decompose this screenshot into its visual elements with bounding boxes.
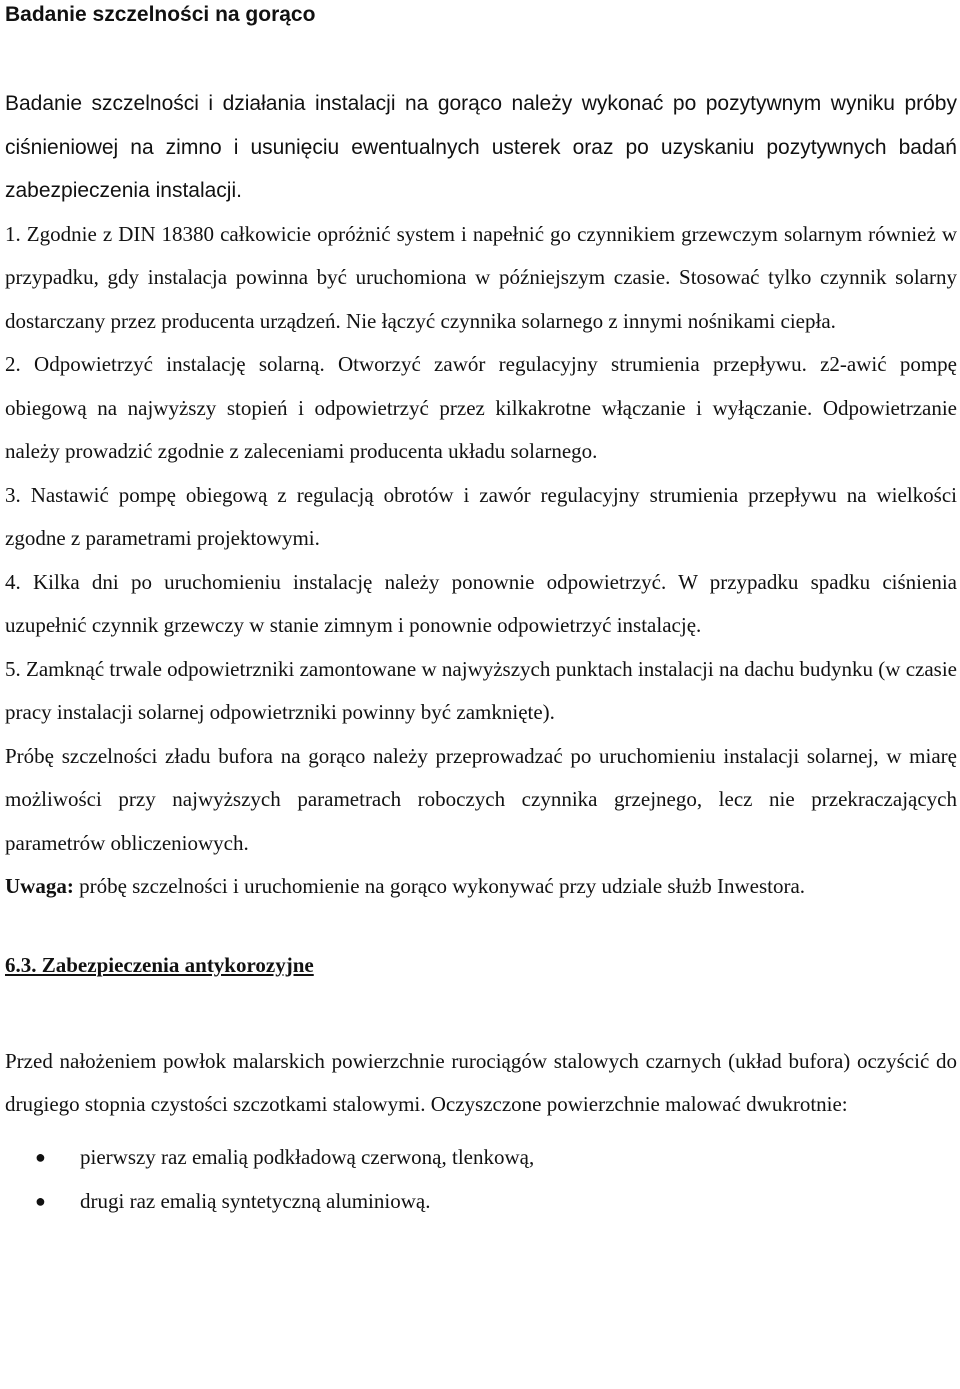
step-4: 4. Kilka dni po uruchomieniu instalację należy ponownie odpowietrzyć. W przypadku spadku ciśnienia uzupełnić czynnik grzewczy w stanie zimnym i ponownie odpowietrzyć instalację.	[5, 569, 957, 637]
bullet-icon: ●	[35, 1190, 46, 1211]
corrosion-paragraph: Przed nałożeniem powłok malarskich powierzchnie rurociągów stalowych czarnych (układ bufora) oczyścić do drugiego stopnia czystości szczotkami stalowymi. Oczyszczone powierzchnie malować dwukrotnie:	[5, 1048, 957, 1116]
note-paragraph	[5, 865, 957, 909]
list-item-text: drugi raz emalią syntetyczną aluminiową.	[80, 1188, 431, 1213]
note-text: próbę szczelności i uruchomienie na gorąco wykonywać przy udziale służb Inwestora.	[73, 874, 806, 898]
section-title: Badanie szczelności na gorąco	[5, 3, 316, 26]
note-label: Uwaga:	[5, 874, 74, 898]
buffer-test-paragraph: Próbę szczelności zładu bufora na gorąco należy przeprowadzać po uruchomieniu instalacji solarnej, w miarę możliwości przy najwyższych parametrach roboczych czynnika grzejnego, lecz nie przekraczających parametrów obliczeniowych.	[5, 743, 957, 855]
subsection-heading: 6.3. Zabezpieczenia antykorozyjne	[5, 952, 314, 977]
step-5: 5. Zamknąć trwale odpowietrzniki zamontowane w najwyższych punktach instalacji na dachu budynku (w czasie pracy instalacji solarnej odpowietrzniki powinny być zamknięte).	[5, 656, 957, 724]
step-3: 3. Nastawić pompę obiegową z regulacją obrotów i zawór regulacyjny strumienia przepływu na wielkości zgodne z parametrami projektowymi.	[5, 482, 957, 550]
bullet-list	[5, 1135, 957, 1223]
step-1: 1. Zgodnie z DIN 18380 całkowicie opróżnić system i napełnić go czynnikiem grzewczym solarnym również w przypadku, gdy instalacja powinna być uruchomiona w późniejszym czasie. Stosować tylko czynnik solarny dostarczany przez producenta urządzeń. Nie łączyć czynnika solarnego z innymi nośnikami ciepła.	[5, 221, 957, 333]
list-item-text: pierwszy raz emalią podkładową czerwoną, tlenkową,	[80, 1144, 535, 1169]
step-2: 2. Odpowietrzyć instalację solarną. Otworzyć zawór regulacyjny strumienia przepływu. z2-awić pompę obiegową na najwyższy stopień i odpowietrzyć przez kilkakrotne włączanie i wyłączanie. Odpowietrzanie należy prowadzić zgodnie z zaleceniami producenta układu solarnego.	[5, 352, 957, 463]
document-page	[5, 0, 957, 1223]
intro-paragraph: Badanie szczelności i działania instalacji na gorąco należy wykonać po pozytywnym wyniku próby ciśnieniowej na zimno i usunięciu ewentualnych usterek oraz po uzyskaniu pozytywnych badań zabezpieczenia instalacji.	[5, 92, 957, 202]
list-item	[5, 1179, 957, 1223]
bullet-icon: ●	[35, 1146, 46, 1167]
list-item	[5, 1135, 957, 1179]
